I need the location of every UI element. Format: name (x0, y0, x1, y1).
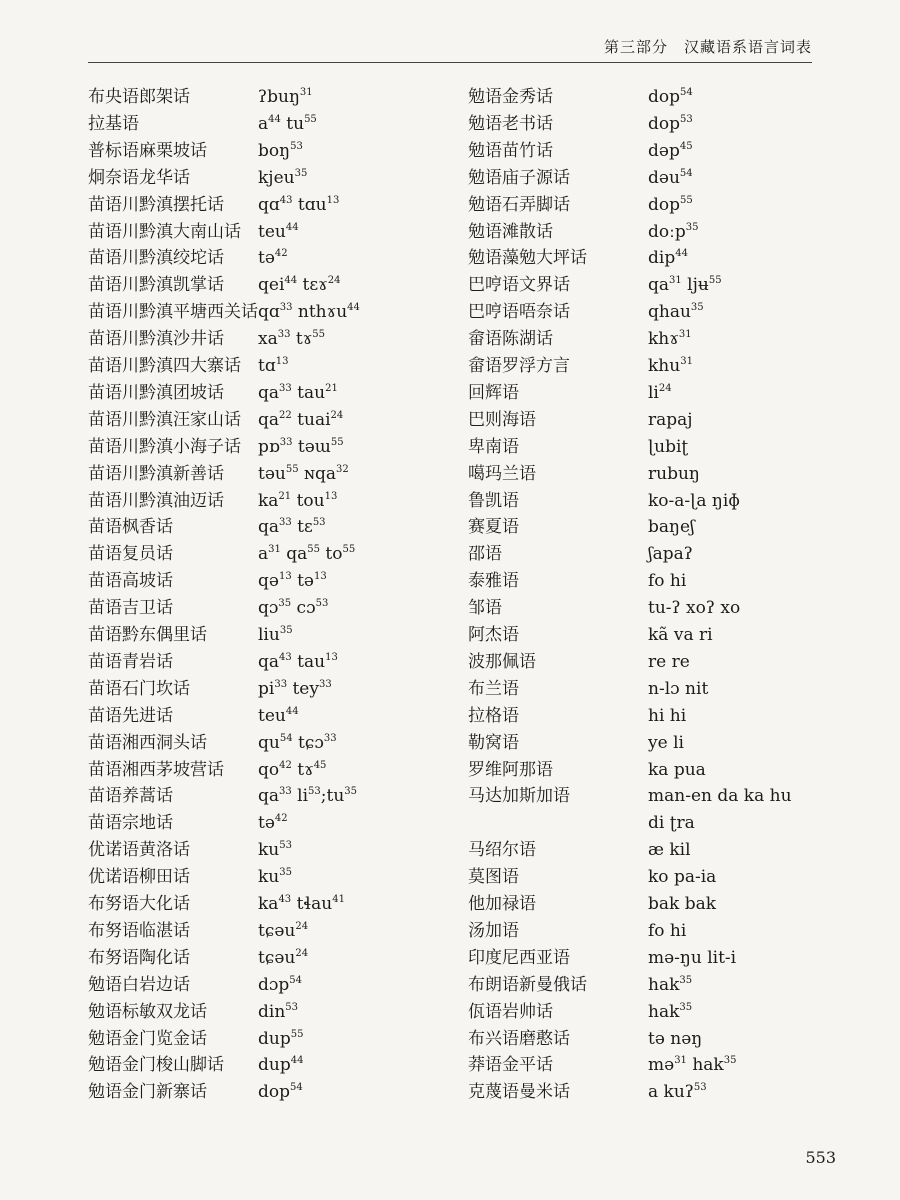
word-form: $qu^{54}$ tɕɔ$^{33}$ (258, 733, 337, 753)
page-header (88, 34, 812, 63)
language-name: 苗语川黔滇凯掌话 (88, 275, 224, 295)
word-form: qɔ$^{35}$ cɔ$^{53}$ (258, 598, 329, 618)
word-form: khɤ$^{31}$ (648, 329, 692, 349)
language-name: 莽语金平话 (468, 1055, 553, 1075)
word-form: qə$^{13}$ tə$^{13}$ (258, 571, 327, 591)
language-name: 巴哼语唔奈话 (468, 302, 570, 322)
word-form: khu$^{31}$ (648, 356, 693, 376)
language-name: 苗语复员话 (88, 544, 173, 564)
word-form: $qa^{31}$ ljʉ$^{55}$ (648, 275, 722, 295)
language-name: 阿杰语 (468, 625, 519, 645)
language-name: 苗语川黔滇汪家山话 (88, 410, 241, 430)
word-form: mə-ŋu lit-i (648, 948, 737, 968)
word-form: ko-a-ɭa ŋiɸ (648, 491, 741, 511)
language-name: 苗语吉卫话 (88, 598, 173, 618)
language-name: 汤加语 (468, 921, 519, 941)
language-name: 苗语川黔滇摆托话 (88, 195, 224, 215)
word-form: hak$^{35}$ (648, 975, 693, 995)
word-form: tɕəu$^{24}$ (258, 921, 309, 941)
language-name: 勉语庙子源话 (468, 168, 570, 188)
word-form: fo hi (648, 571, 687, 591)
language-name: 苗语川黔滇沙井话 (88, 329, 224, 349)
word-form: hi hi (648, 706, 687, 726)
language-name: 苗语川黔滇新善话 (88, 464, 224, 484)
word-form: $qo^{42}$ tɤ$^{45}$ (258, 760, 327, 780)
language-name: 回辉语 (468, 383, 519, 403)
language-name: 苗语川黔滇平塘西关话 (88, 302, 258, 322)
language-name: 布朗语新曼俄话 (468, 975, 587, 995)
language-name: 勉语苗竹话 (468, 141, 553, 161)
language-name: 拉基语 (88, 114, 139, 134)
word-form: dip$^{44}$ (648, 248, 688, 268)
language-name: 苗语湘西茅坡营话 (88, 760, 224, 780)
word-form: $qa^{22}$ tuai$^{24}$ (258, 410, 344, 430)
language-name: 苗语先进话 (88, 706, 173, 726)
word-form: liu$^{35}$ (258, 625, 293, 645)
word-form: $pi^{33}$ tey$^{33}$ (258, 679, 332, 699)
language-name: 佤语岩帅话 (468, 1002, 553, 1022)
page-number: 553 (805, 1148, 836, 1167)
language-name: 苗语黔东偶里话 (88, 625, 207, 645)
word-form: mə$^{31}$ hak$^{35}$ (648, 1055, 737, 1075)
language-name: 勉语金门新寨话 (88, 1082, 207, 1102)
language-name: 苗语川黔滇团坡话 (88, 383, 224, 403)
word-form: dop$^{54}$ (648, 87, 693, 107)
word-form: re re (648, 652, 690, 672)
word-form: tɑ$^{13}$ (258, 356, 289, 376)
word-form: man-en da ka hu (648, 786, 792, 806)
language-name: 印度尼西亚语 (468, 948, 570, 968)
word-form: boŋ$^{53}$ (258, 141, 303, 161)
word-form: di ʈra (648, 813, 695, 833)
word-form: qɑ$^{43}$ tɑu$^{13}$ (258, 195, 340, 215)
language-name: 勉语石弄脚话 (468, 195, 570, 215)
language-name: 克蔑语曼米话 (468, 1082, 570, 1102)
word-form: tɕəu$^{24}$ (258, 948, 309, 968)
word-form: qɑ$^{33}$ nthɤu$^{44}$ (258, 302, 360, 322)
word-form: dop$^{53}$ (648, 114, 693, 134)
language-name: 布央语郎架话 (88, 87, 190, 107)
language-name: 邹语 (468, 598, 502, 618)
language-name: 苗语宗地话 (88, 813, 173, 833)
word-form: tə nəŋ (648, 1029, 703, 1049)
language-name: 勒窝语 (468, 733, 519, 753)
language-name: 勉语金门梭山脚话 (88, 1055, 224, 1075)
language-name: 莫图语 (468, 867, 519, 887)
word-form: $ku^{53}$ (258, 840, 292, 860)
language-name: 勉语金秀话 (468, 87, 553, 107)
language-name: 苗语川黔滇四大寨话 (88, 356, 241, 376)
language-name: 勉语白岩边话 (88, 975, 190, 995)
word-form: rubuŋ (648, 464, 700, 484)
word-form: kjeu$^{35}$ (258, 168, 308, 188)
language-name: 普标语麻栗坡话 (88, 141, 207, 161)
language-name: 畲语罗浮方言 (468, 356, 570, 376)
word-form: dop$^{55}$ (648, 195, 693, 215)
language-name: 炯奈语龙华话 (88, 168, 190, 188)
language-name: 鲁凯语 (468, 491, 519, 511)
word-form: n-lɔ nit (648, 679, 709, 699)
language-name: 勉语金门览金话 (88, 1029, 207, 1049)
language-name: 苗语川黔滇油迈话 (88, 491, 224, 511)
language-name: 布努语临湛话 (88, 921, 190, 941)
word-form: fo hi (648, 921, 687, 941)
language-name: 苗语养蒿话 (88, 786, 173, 806)
language-name: 波那佩语 (468, 652, 536, 672)
word-form: tu-ʔ xoʔ xo (648, 598, 741, 618)
word-form: qhau$^{35}$ (648, 302, 704, 322)
word-form: qei$^{44}$ tɛɤ$^{24}$ (258, 275, 341, 295)
language-name: 苗语川黔滇小海子话 (88, 437, 241, 457)
word-form: pɒ$^{33}$ təɯ$^{55}$ (258, 437, 344, 457)
word-form: ka pua (648, 760, 706, 780)
word-form: ye li (648, 733, 684, 753)
language-name: 勉语藻勉大坪话 (468, 248, 587, 268)
word-form: $qa^{33}$ $li^{53};tu^{35}$ (258, 786, 358, 806)
word-form: $ka^{43}$ tɬau$^{41}$ (258, 894, 345, 914)
word-form: təu$^{55}$ ɴqa$^{32}$ (258, 464, 349, 484)
word-form: dup$^{55}$ (258, 1029, 304, 1049)
language-name: 布兰语 (468, 679, 519, 699)
word-form: a kuʔ$^{53}$ (648, 1082, 707, 1102)
language-name: 卑南语 (468, 437, 519, 457)
language-name: 畲语陈湖话 (468, 329, 553, 349)
word-form: rapaj (648, 410, 693, 430)
language-name: 苗语高坡话 (88, 571, 173, 591)
section-title: 第三部分 汉藏语系语言词表 (603, 38, 812, 56)
word-form: kã va ri (648, 625, 713, 645)
word-form: $ka^{21}$ tou$^{13}$ (258, 491, 338, 511)
language-name: 噶玛兰语 (468, 464, 536, 484)
language-name: 优诺语黄洛话 (88, 840, 190, 860)
word-form: teu$^{44}$ (258, 222, 299, 242)
word-form: bak bak (648, 894, 717, 914)
word-form: dəu$^{54}$ (648, 168, 693, 188)
language-name: 勉语滩散话 (468, 222, 553, 242)
language-name: 勉语老书话 (468, 114, 553, 134)
language-name: 苗语湘西洞头话 (88, 733, 207, 753)
language-name: 赛夏语 (468, 517, 519, 537)
word-form: ɭubiʈ (648, 437, 689, 457)
language-name: 泰雅语 (468, 571, 519, 591)
language-name: 苗语石门坎话 (88, 679, 190, 699)
language-name: 勉语标敏双龙话 (88, 1002, 207, 1022)
word-form: $qa^{33}$ tɛ$^{53}$ (258, 517, 326, 537)
language-name: 布努语陶化话 (88, 948, 190, 968)
word-form: tə$^{42}$ (258, 813, 288, 833)
word-form: dɔp$^{54}$ (258, 975, 303, 995)
word-form: teu$^{44}$ (258, 706, 299, 726)
word-form: hak$^{35}$ (648, 1002, 693, 1022)
word-form: $xa^{33}$ tɤ$^{55}$ (258, 329, 326, 349)
word-form: dop$^{54}$ (258, 1082, 303, 1102)
word-form: ko pa-ia (648, 867, 717, 887)
word-form: doːp$^{35}$ (648, 222, 699, 242)
language-name: 苗语川黔滇大南山话 (88, 222, 241, 242)
word-form: tə$^{42}$ (258, 248, 288, 268)
word-form: $ku^{35}$ (258, 867, 292, 887)
word-form: æ kil (648, 840, 691, 860)
language-name: 巴则海语 (468, 410, 536, 430)
language-name: 布努语大化话 (88, 894, 190, 914)
language-name: 邵语 (468, 544, 502, 564)
word-form: $li^{24}$ (648, 383, 672, 403)
language-name: 优诺语柳田话 (88, 867, 190, 887)
word-form: $a^{31}$ $qa^{55}$ $to^{55}$ (258, 544, 356, 564)
word-form: ʔbuŋ$^{31}$ (258, 87, 313, 107)
word-form: din$^{53}$ (258, 1002, 299, 1022)
word-form: $a^{44}$ $tu^{55}$ (258, 114, 317, 134)
word-form: dəp$^{45}$ (648, 141, 693, 161)
word-form: $qa^{33}$ tau$^{21}$ (258, 383, 338, 403)
language-name: 拉格语 (468, 706, 519, 726)
word-form: ʃapaʔ (648, 544, 693, 564)
language-name: 马达加斯加语 (468, 786, 570, 806)
word-form: dup$^{44}$ (258, 1055, 304, 1075)
language-name: 苗语青岩话 (88, 652, 173, 672)
word-form: baŋeʃ (648, 517, 695, 537)
language-name: 罗维阿那语 (468, 760, 553, 780)
language-name: 巴哼语文界话 (468, 275, 570, 295)
language-name: 苗语川黔滇绞坨话 (88, 248, 224, 268)
language-name: 他加禄语 (468, 894, 536, 914)
language-name: 布兴语磨憨话 (468, 1029, 570, 1049)
word-form: $qa^{43}$ tau$^{13}$ (258, 652, 338, 672)
language-name: 苗语枫香话 (88, 517, 173, 537)
language-name: 马绍尔语 (468, 840, 536, 860)
